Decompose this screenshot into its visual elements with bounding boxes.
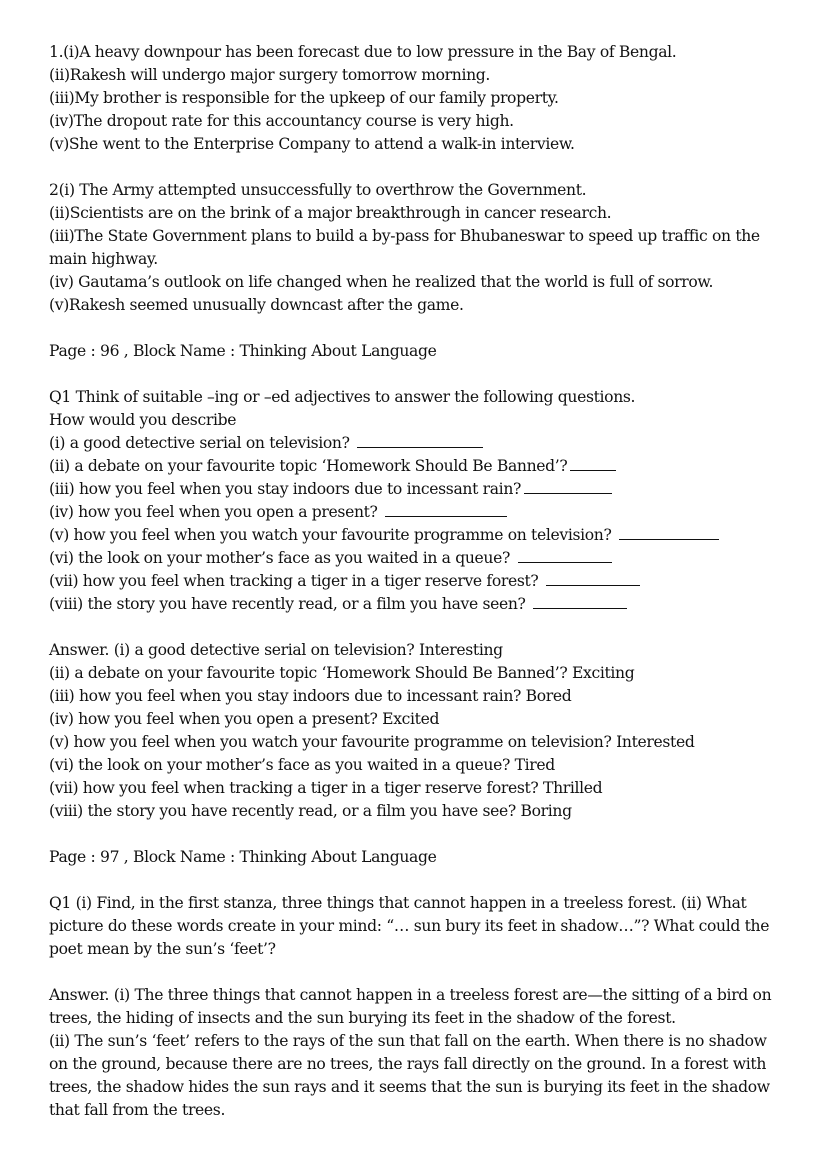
question-1-page-96	[49, 386, 784, 616]
answer-blank	[518, 548, 612, 563]
answer-blank	[619, 525, 719, 540]
answer-line-iii: (iii) how you feel when you stay indoors due to incessant rain? Bored	[49, 687, 572, 705]
document-page	[49, 41, 784, 1122]
answer-blank	[524, 479, 612, 494]
answer-blank	[570, 456, 616, 471]
question-item-i	[49, 432, 784, 455]
question-text: (ii) a debate on your favourite topic ‘Homework Should Be Banned’?	[49, 457, 568, 475]
answer-blank	[357, 433, 483, 448]
question-item-vii	[49, 570, 784, 593]
answer-paragraph-i: Answer. (i) The three things that cannot happen in a treeless forest are—the sitting of a bird on trees, the hiding of insects and the sun burying its feet in the shadow of the forest.	[49, 986, 772, 1027]
answer-line-v: (v) how you feel when you watch your favourite programme on television? Interested	[49, 733, 695, 751]
sentence-2-ii: (ii)Scientists are on the brink of a major breakthrough in cancer research.	[49, 204, 612, 222]
question-1-page-97: Q1 (i) Find, in the first stanza, three things that cannot happen in a treeless forest. (ii) What picture do these words create in your mind: “… sun bury its feet in shadow…”? What could the poet mean by the sun’s ‘feet’?	[49, 894, 770, 958]
question-text: (vi) the look on your mother’s face as you waited in a queue?	[49, 549, 510, 567]
question-item-viii	[49, 593, 784, 616]
question-item-iii	[49, 478, 784, 501]
page-97-heading: Page : 97 , Block Name : Thinking About Language	[49, 848, 437, 866]
answer-page-97	[49, 984, 784, 1122]
sentence-1-iii: (iii)My brother is responsible for the upkeep of our family property.	[49, 89, 559, 107]
answer-line-iv: (iv) how you feel when you open a present? Excited	[49, 710, 440, 728]
answer-line-i: Answer. (i) a good detective serial on television? Interesting	[49, 641, 503, 659]
sentence-2-iii: (iii)The State Government plans to build a by-pass for Bhubaneswar to speed up traffic on the main highway.	[49, 227, 760, 268]
sentence-1-ii: (ii)Rakesh will undergo major surgery tomorrow morning.	[49, 66, 491, 84]
question-text: (v) how you feel when you watch your favourite programme on television?	[49, 526, 612, 544]
question-prompt: Q1 Think of suitable –ing or –ed adjectives to answer the following questions.	[49, 388, 636, 406]
answer-blank	[385, 502, 507, 517]
section-2-sentences	[49, 179, 784, 317]
question-subprompt: How would you describe	[49, 411, 237, 429]
question-text: (iv) how you feel when you open a present?	[49, 503, 378, 521]
answer-blank	[533, 594, 627, 609]
question-item-ii	[49, 455, 784, 478]
section-1-sentences	[49, 41, 784, 156]
answer-line-vii: (vii) how you feel when tracking a tiger in a tiger reserve forest? Thrilled	[49, 779, 603, 797]
answer-line-vi: (vi) the look on your mother’s face as you waited in a queue? Tired	[49, 756, 555, 774]
question-text: (viii) the story you have recently read, or a film you have seen?	[49, 595, 526, 613]
question-text: (iii) how you feel when you stay indoors due to incessant rain?	[49, 480, 522, 498]
question-item-vi	[49, 547, 784, 570]
sentence-2-v: (v)Rakesh seemed unusually downcast after the game.	[49, 296, 464, 314]
question-item-iv	[49, 501, 784, 524]
sentence-1-iv: (iv)The dropout rate for this accountancy course is very high.	[49, 112, 514, 130]
sentence-1-i: 1.(i)A heavy downpour has been forecast due to low pressure in the Bay of Bengal.	[49, 43, 677, 61]
answer-line-viii: (viii) the story you have recently read, or a film you have see? Boring	[49, 802, 572, 820]
answer-paragraph-ii: (ii) The sun’s ‘feet’ refers to the rays of the sun that fall on the earth. When there is no shadow on the ground, because there are no trees, the rays fall directly on the ground. In a forest with trees, the shadow hides the sun rays and it seems that the sun is burying its feet in the shadow that fall from the trees.	[49, 1032, 770, 1119]
sentence-2-i: 2(i) The Army attempted unsuccessfully to overthrow the Government.	[49, 181, 587, 199]
answer-line-ii: (ii) a debate on your favourite topic ‘Homework Should Be Banned’? Exciting	[49, 664, 635, 682]
answer-page-96	[49, 639, 784, 823]
answer-blank	[546, 571, 640, 586]
page-96-heading: Page : 96 , Block Name : Thinking About Language	[49, 342, 437, 360]
question-item-v	[49, 524, 784, 547]
sentence-1-v: (v)She went to the Enterprise Company to attend a walk-in interview.	[49, 135, 575, 153]
question-text: (vii) how you feel when tracking a tiger in a tiger reserve forest?	[49, 572, 539, 590]
question-text: (i) a good detective serial on television?	[49, 434, 350, 452]
sentence-2-iv: (iv) Gautama’s outlook on life changed when he realized that the world is full of sorrow.	[49, 273, 714, 291]
